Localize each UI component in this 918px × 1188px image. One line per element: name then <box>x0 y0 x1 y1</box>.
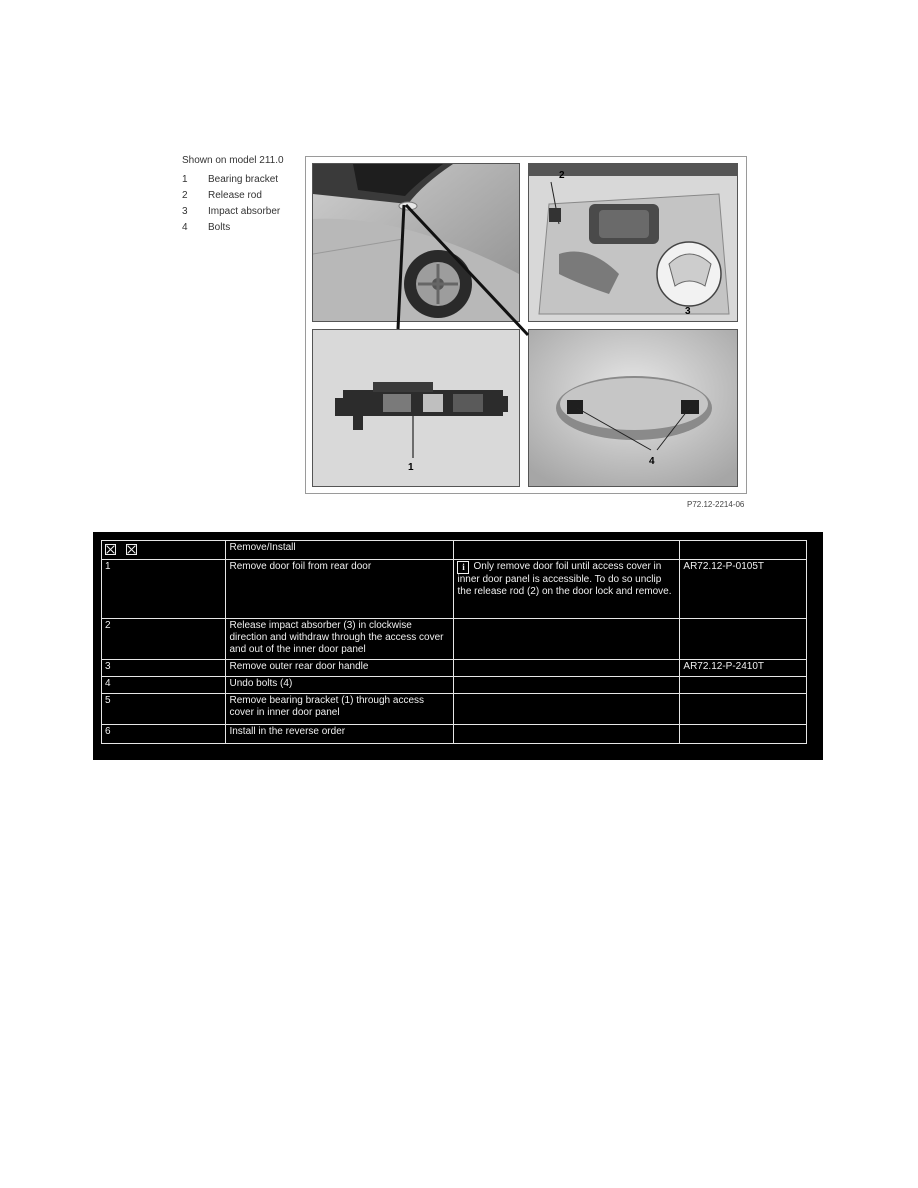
step-action: Remove door foil from rear door <box>226 560 454 619</box>
legend-item-label: Bolts <box>208 222 231 233</box>
step-note-text: Only remove door foil until access cover in inner door panel is accessible. To do so unclip the release rod (2) on the door lock and remove. <box>457 561 672 597</box>
step-number: 1 <box>102 560 226 619</box>
step-number: 2 <box>102 619 226 660</box>
info-icon: i <box>457 561 469 574</box>
step-action: Remove bearing bracket (1) through access cover in inner door panel <box>226 694 454 725</box>
step-reference-link[interactable]: AR72.12-P-2410T <box>680 660 807 677</box>
legend-item-number: 2 <box>182 190 188 201</box>
figure-legend <box>182 155 284 236</box>
legend-item-number: 3 <box>182 206 188 217</box>
legend-item-number: 4 <box>182 222 188 233</box>
figure-id: P72.12-2214-06 <box>687 500 745 509</box>
step-reference-link <box>680 677 807 694</box>
legend-item <box>182 220 284 236</box>
step-reference-link[interactable]: AR72.12-P-0105T <box>680 560 807 619</box>
remove-icon <box>105 544 116 555</box>
legend-item-label: Bearing bracket <box>208 174 279 185</box>
legend-item-number: 1 <box>182 174 188 185</box>
step-number: 3 <box>102 660 226 677</box>
step-reference-link <box>680 694 807 725</box>
callout-2: 2 <box>559 170 565 181</box>
step-action: Undo bolts (4) <box>226 677 454 694</box>
procedure-table <box>101 540 807 744</box>
header-empty-cell <box>454 541 680 560</box>
legend-caption: Shown on model 211.0 <box>182 155 284 166</box>
step-note <box>454 619 680 660</box>
legend-item-label: Release rod <box>208 190 262 201</box>
table-row <box>102 694 807 725</box>
header-icons-cell <box>102 541 226 560</box>
table-row <box>102 677 807 694</box>
callout-4: 4 <box>649 456 655 467</box>
step-note <box>454 560 680 619</box>
step-action: Release impact absorber (3) in clockwise direction and withdraw through the access cover and out of the inner door panel <box>226 619 454 660</box>
legend-item-label: Impact absorber <box>208 206 281 217</box>
procedure-table-panel <box>93 532 823 760</box>
table-row <box>102 660 807 677</box>
step-number: 6 <box>102 725 226 744</box>
step-note <box>454 694 680 725</box>
step-reference-link <box>680 619 807 660</box>
step-number: 5 <box>102 694 226 725</box>
step-note <box>454 660 680 677</box>
table-header-row <box>102 541 807 560</box>
header-empty-cell <box>680 541 807 560</box>
legend-item <box>182 204 284 220</box>
header-title: Remove/Install <box>226 541 454 560</box>
door-handle-figure <box>305 156 747 494</box>
callout-3: 3 <box>685 306 691 317</box>
legend-item <box>182 172 284 188</box>
legend-item <box>182 188 284 204</box>
callout-1: 1 <box>408 462 414 473</box>
step-note <box>454 725 680 744</box>
step-action: Remove outer rear door handle <box>226 660 454 677</box>
figure-connector-lines <box>306 157 746 493</box>
step-action: Install in the reverse order <box>226 725 454 744</box>
table-row <box>102 619 807 660</box>
step-number: 4 <box>102 677 226 694</box>
install-icon <box>126 544 137 555</box>
table-row <box>102 560 807 619</box>
step-note <box>454 677 680 694</box>
step-reference-link <box>680 725 807 744</box>
table-row <box>102 725 807 744</box>
